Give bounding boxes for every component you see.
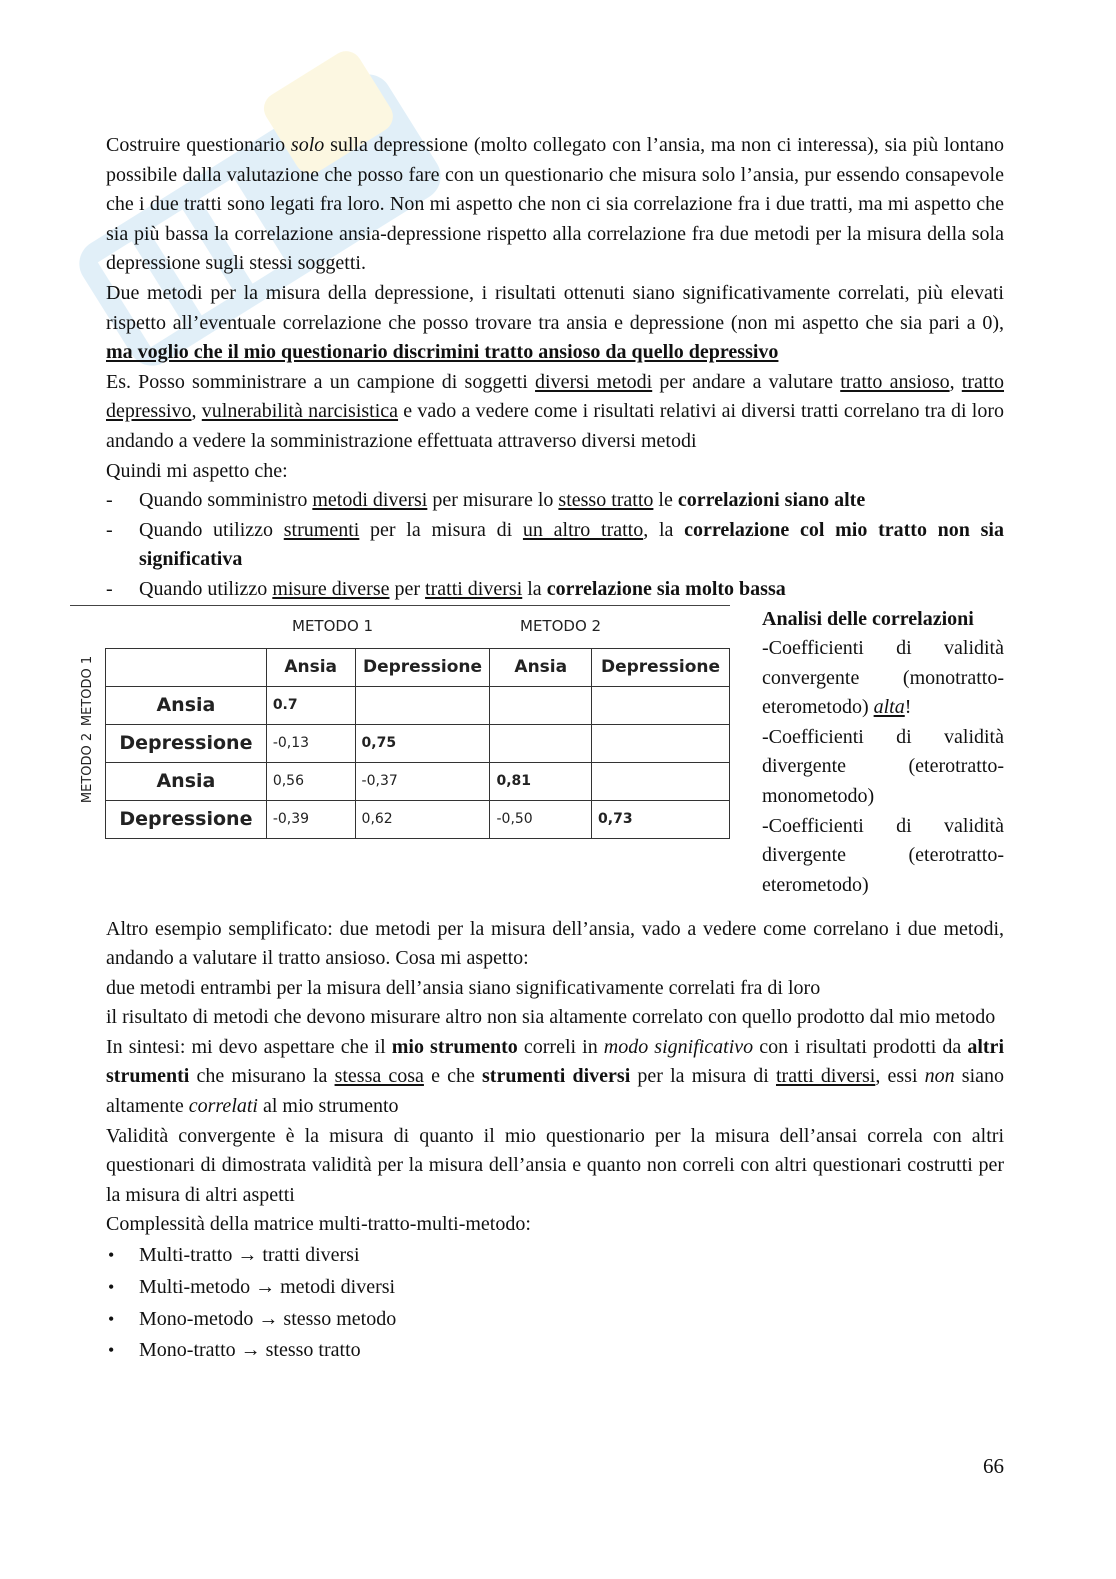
column-header: Ansia [490, 648, 592, 686]
table-row [106, 762, 730, 800]
sidebar-title: Analisi delle correlazioni [762, 607, 974, 630]
table-cell: 0,75 [355, 724, 490, 762]
row-header: Depressione [106, 724, 267, 762]
paragraph-6: due metodi entrambi per la misura dell’ansia siano significativamente correlati fra di loro [106, 976, 821, 999]
divider [70, 605, 730, 606]
column-header: Depressione [592, 648, 730, 686]
table-cell: -0,50 [490, 800, 592, 838]
sidebar-item-divergent-mono: -Coefficienti di validità divergente (eterotratto-monometodo) [762, 725, 1004, 808]
paragraph-8: In sintesi: mi devo aspettare che il mio strumento correli in modo significativo con i risultati prodotti da altri strumenti che misurano la stessa cosa e che strumenti diversi per la misura di tratti diversi, essi non siano altamente correlati al mio strumento [106, 1035, 1005, 1118]
row-header: Depressione [106, 800, 267, 838]
table-cell [355, 686, 490, 724]
mtmm-terms-list [106, 1240, 1004, 1367]
list-item: • Mono-tratto → stesso tratto [108, 1339, 361, 1362]
list-item: - Quando utilizzo strumenti per la misura di un altro tratto, la correlazione col mio tratto non sia significativa [106, 518, 1004, 571]
paragraph-9: Validità convergente è la misura di quanto il mio questionario per la misura dell’ansai correla con altri questionari di dimostrata validità per la misura dell’ansia e quanto non correli con altri questionari costrutti per la misura di altri aspetti [106, 1124, 1004, 1206]
metodo-2-row-label: METODO 2 [80, 732, 95, 803]
paragraph-4: Quindi mi aspetto che: [106, 459, 288, 482]
mtmm-table-figure [70, 615, 730, 855]
table-cell: 0,73 [592, 800, 730, 838]
row-header: Ansia [106, 686, 267, 724]
list-item: • Multi-tratto → tratti diversi [108, 1244, 360, 1267]
table-cell: 0,81 [490, 762, 592, 800]
table-cell [490, 686, 592, 724]
table-row [106, 800, 730, 838]
table-cell: -0,39 [266, 800, 355, 838]
table-cell: 0.7 [266, 686, 355, 724]
paragraph-2: Due metodi per la misura della depressione, i risultati ottenuti siano significativamente correlati, più elevati rispetto all’eventuale correlazione che posso trovare tra ansia e depressione (non mi aspetto che sia pari a 0), ma voglio che il mio questionario discrimini tratto ansioso da quello depressivo [106, 281, 1004, 364]
corner-cell [106, 648, 267, 686]
paragraph-10: Complessità della matrice multi-tratto-multi-metodo: [106, 1213, 531, 1236]
table-cell: -0,13 [266, 724, 355, 762]
table-row [106, 686, 730, 724]
document-body [80, 131, 1005, 1367]
paragraph-7: il risultato di metodi che devono misurare altro non sia altamente correlato con quello prodotto dal mio metodo [106, 1006, 996, 1029]
correlation-matrix [105, 648, 730, 839]
metodo-1-header: METODO 1 [292, 616, 374, 635]
column-header: Depressione [355, 648, 490, 686]
table-cell: 0,62 [355, 800, 490, 838]
table-cell: 0,56 [266, 762, 355, 800]
sidebar-item-convergent: -Coefficienti di validità convergente (monotratto-eterometodo) alta! [762, 637, 1004, 719]
table-cell: -0,37 [355, 762, 490, 800]
row-header: Ansia [106, 762, 267, 800]
paragraph-5: Altro esempio semplificato: due metodi per la misura dell’ansia, vado a vedere come correlano i due metodi, andando a valutare il tratto ansioso. Cosa mi aspetto: [106, 917, 1004, 970]
list-item: - Quando somministro metodi diversi per misurare lo stesso tratto le correlazioni siano alte [106, 489, 866, 512]
metodo-1-row-label: METODO 1 [80, 655, 95, 726]
table-cell [592, 762, 730, 800]
table-cell [490, 724, 592, 762]
paragraph-3: Es. Posso somministrare a un campione di soggetti diversi metodi per andare a valutare tratto ansioso, tratto depressivo, vulnerabilità narcisistica e vado a vedere come i risultati relativi ai diversi tratti correlano tra di loro andando a vedere la somministrazione effettuata attraverso diversi metodi [106, 370, 1005, 452]
column-header: Ansia [266, 648, 355, 686]
table-row [106, 724, 730, 762]
correlation-analysis-sidebar [762, 605, 1004, 901]
sidebar-item-divergent-etero: -Coefficienti di validità divergente (eterotratto-eterometodo) [762, 814, 1004, 896]
list-item: • Multi-metodo → metodi diversi [108, 1275, 396, 1298]
expectations-list [106, 486, 1004, 604]
table-cell [592, 724, 730, 762]
table-header-row [106, 648, 730, 686]
paragraph-1: Costruire questionario solo sulla depressione (molto collegato con l’ansia, ma non ci interessa), sia più lontano possibile dalla valutazione che posso fare con un questionario che misura solo l’ansia, pur essendo consapevole che i due tratti sono legati fra loro. Non mi aspetto che non ci sia correlazione fra i due tratti, ma mi aspetto che sia più bassa la correlazione ansia-depressione rispetto alla correlazione fra due metodi per la misura della sola depressione sugli stessi soggetti. [106, 134, 1004, 275]
page-number: 66 [983, 1454, 1004, 1478]
list-item: • Mono-metodo → stesso metodo [108, 1307, 397, 1330]
list-item: - Quando utilizzo misure diverse per tratti diversi la correlazione sia molto bassa [106, 577, 786, 600]
table-cell [592, 686, 730, 724]
mtmm-section [80, 605, 1004, 915]
metodo-2-header: METODO 2 [520, 616, 602, 635]
